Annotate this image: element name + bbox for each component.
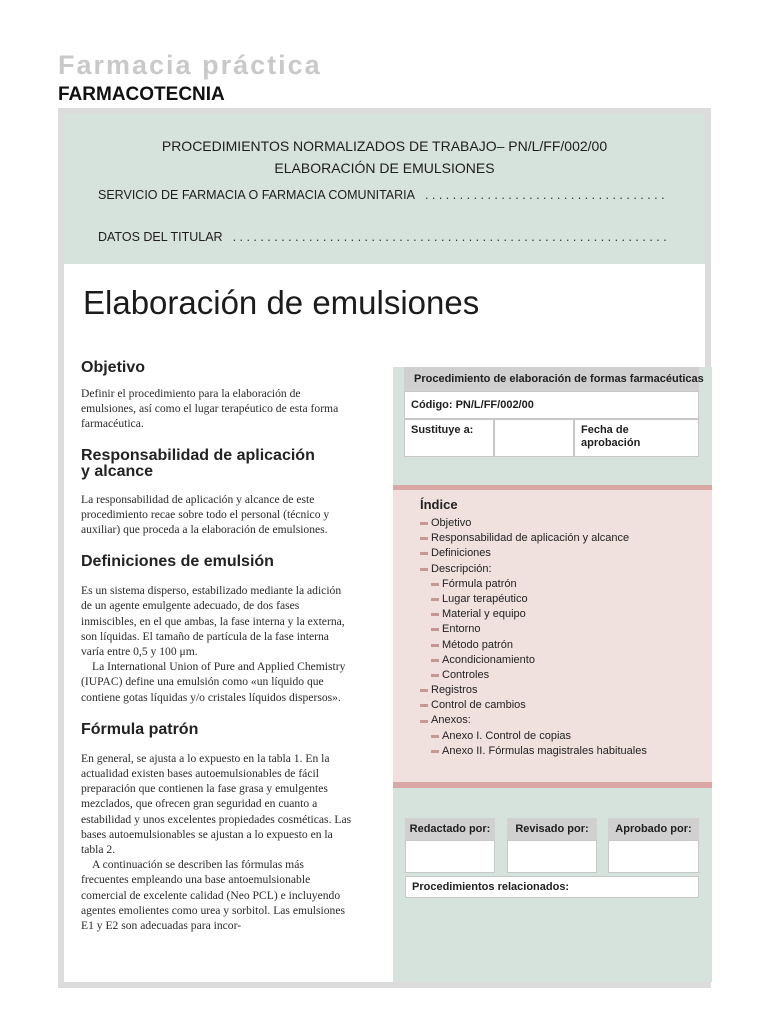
- relacionados-cell: [405, 876, 699, 898]
- index-item: [420, 698, 647, 713]
- codigo-cell: [404, 391, 699, 419]
- revisado-box: [507, 840, 597, 873]
- index-item: [420, 516, 647, 531]
- heading-formula: Fórmula patrón: [81, 720, 199, 738]
- index-item-label: Descripción:: [431, 562, 492, 575]
- servicio-label: SERVICIO DE FARMACIA O FARMACIA COMUNITARIA: [98, 188, 415, 202]
- index-item: [420, 622, 647, 637]
- index-item-label: Material y equipo: [442, 608, 526, 621]
- bullet-dash-icon: [431, 613, 439, 616]
- titular-label: DATOS DEL TITULAR: [98, 230, 223, 244]
- bullet-dash-icon: [420, 704, 428, 707]
- procedure-header: Procedimiento de elaboración de formas farmacéuticas: [404, 367, 699, 391]
- text-formula-2: A continuación se describen las fórmulas más frecuentes empleando una base antoemulsionable comercial de excelente calidad (Neo PCL) e incluyendo agentes emolientes como urea y sorbitol. Las emulsiones E1 y E2 son adecuadas para incor-: [81, 858, 346, 933]
- page-title: Elaboración de emulsiones: [83, 284, 480, 321]
- index-item: [420, 546, 647, 561]
- relacionados-label: Procedimientos relacionados:: [412, 881, 570, 893]
- text-responsabilidad: La responsabilidad de aplicación y alcance de este procedimiento recae sobre todo el personal (técnico y auxiliar) que proceda a la elaboración de emulsiones.: [81, 492, 330, 537]
- text-definiciones-1: Es un sistema disperso, estabilizado mediante la adición de un agente emulgente adecuado, de dos fases inmiscibles, en el que ambas, la fase interna y la externa, son líquidas. El tamaño de partícula de la fase interna varía entre 0,5 y 100 μm.: [81, 584, 345, 659]
- pnt-subtitle: ELABORACIÓN DE EMULSIONES: [274, 160, 495, 176]
- index-item: [420, 729, 647, 744]
- index-item: [420, 592, 647, 607]
- index-item: [420, 668, 647, 683]
- servicio-field: [98, 184, 668, 202]
- index-item: [420, 562, 647, 577]
- index-item-label: Entorno: [442, 623, 481, 636]
- titular-field: [98, 226, 668, 244]
- index-item-label: Método patrón: [442, 638, 513, 651]
- index-item: [420, 638, 647, 653]
- index-item: [420, 531, 647, 546]
- bullet-dash-icon: [420, 537, 428, 540]
- heading-responsabilidad-line1: Responsabilidad de aplicación: [81, 446, 315, 464]
- bullet-dash-icon: [431, 659, 439, 662]
- servicio-fill-line: [425, 188, 668, 202]
- index-item-label: Anexos:: [431, 714, 471, 727]
- pnt-title: PROCEDIMIENTOS NORMALIZADOS DE TRABAJO– PN/L/FF/002/00: [161, 138, 608, 154]
- fecha-label: Fecha de aprobación: [581, 424, 641, 449]
- bullet-dash-icon: [431, 628, 439, 631]
- sustituye-cell: [404, 419, 494, 457]
- body-text: [81, 360, 353, 933]
- section-subtitle: FARMACOTECNIA: [58, 84, 225, 105]
- bullet-dash-icon: [420, 689, 428, 692]
- index-item-label: Control de cambios: [431, 699, 526, 712]
- sustituye-label: Sustituye a:: [411, 424, 474, 436]
- text-definiciones-2: La International Union of Pure and Applied Chemistry (IUPAC) define una emulsión como «un líquido que contiene gotas líquidas y/o cristales líquidos dispersos».: [81, 660, 346, 704]
- heading-responsabilidad: [81, 448, 353, 480]
- bullet-dash-icon: [420, 522, 428, 525]
- redactado-label: Redactado por:: [405, 818, 495, 840]
- index-item-label: Controles: [442, 668, 490, 681]
- section-title: Farmacia práctica: [58, 50, 322, 80]
- index-item-label: Lugar terapéutico: [442, 592, 528, 605]
- bullet-dash-icon: [420, 720, 428, 723]
- index-item-label: Anexo I. Control de copias: [442, 729, 572, 742]
- heading-responsabilidad-line2: y alcance: [81, 462, 154, 480]
- index-item-label: Definiciones: [431, 547, 491, 560]
- bullet-dash-icon: [431, 674, 439, 677]
- index-item-label: Fórmula patrón: [442, 577, 517, 590]
- fecha-cell: [574, 419, 699, 457]
- index-item-label: Acondicionamiento: [442, 653, 535, 666]
- heading-definiciones: Definiciones de emulsión: [81, 553, 274, 571]
- titular-fill-line: [233, 230, 668, 244]
- index-item: [420, 653, 647, 668]
- redactado-box: [405, 840, 495, 873]
- index-item: [420, 607, 647, 622]
- bullet-dash-icon: [431, 598, 439, 601]
- text-objetivo: Definir el procedimiento para la elaboración de emulsiones, así como el lugar terapéutico de esta forma farmacéutica.: [81, 387, 339, 431]
- index-list: [420, 516, 647, 759]
- bullet-dash-icon: [431, 735, 439, 738]
- text-formula-1: En general, se ajusta a lo expuesto en la tabla 1. En la actualidad existen bases autoemulsionables de fácil preparación que contienen la fase grasa y emulgentes mezclados, que ofrecen gran seguridad en cuanto a estabilidad y unos excelentes propiedades cosméticas. Las bases autoemulsionables se ajustan a lo expuesto en la tabla 2.: [81, 751, 352, 857]
- aprobado-box: [608, 840, 699, 873]
- index-item: [420, 744, 647, 759]
- index-item-label: Objetivo: [431, 517, 472, 529]
- bullet-dash-icon: [431, 644, 439, 647]
- index-title: Índice: [420, 497, 458, 512]
- sustituye-value-cell: [494, 419, 574, 457]
- index-item: [420, 577, 647, 592]
- bullet-dash-icon: [420, 552, 428, 555]
- index-item-label: Anexo II. Fórmulas magistrales habituales: [442, 744, 647, 757]
- codigo-label: Código: PN/L/FF/002/00: [411, 399, 534, 411]
- bullet-dash-icon: [431, 583, 439, 586]
- revisado-label: Revisado por:: [507, 818, 597, 840]
- aprobado-label: Aprobado por:: [608, 818, 699, 840]
- bullet-dash-icon: [420, 568, 428, 571]
- index-item-label: Registros: [431, 684, 478, 697]
- index-item: [420, 683, 647, 698]
- index-item: [420, 713, 647, 728]
- index-item-label: Responsabilidad de aplicación y alcance: [431, 532, 630, 545]
- heading-objetivo: Objetivo: [81, 359, 146, 376]
- bullet-dash-icon: [431, 750, 439, 753]
